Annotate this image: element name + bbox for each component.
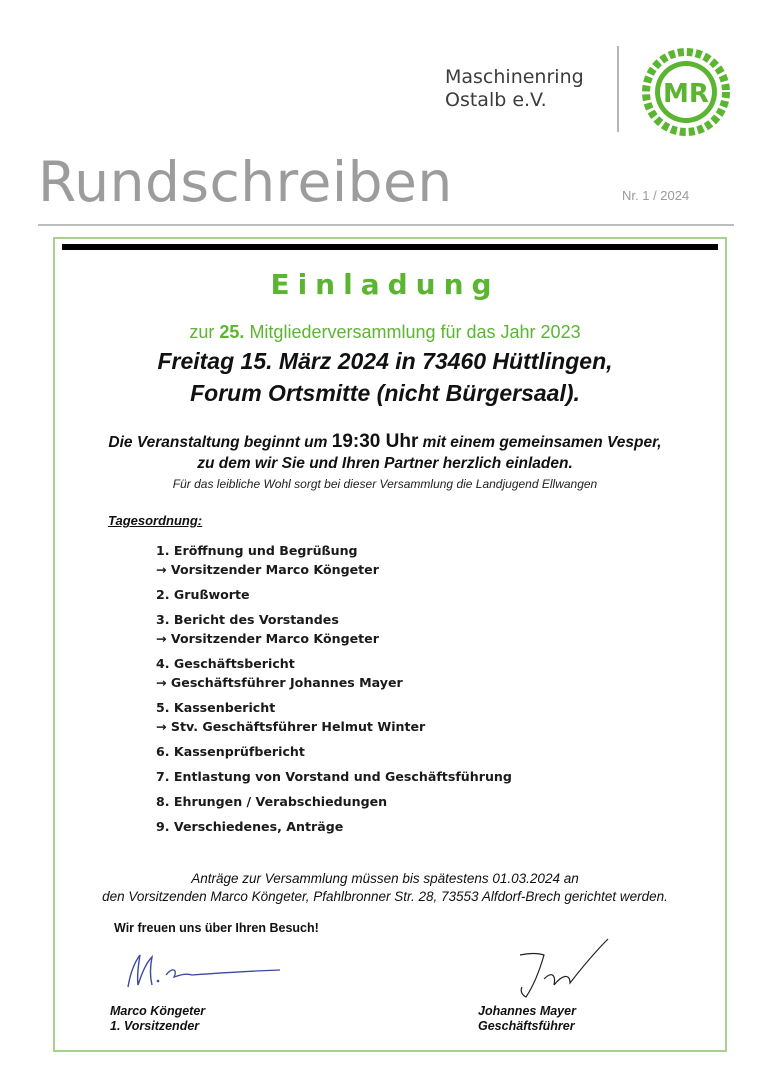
- signatory-2: [478, 1004, 576, 1034]
- agenda-item: [156, 742, 512, 761]
- event-start-suffix: mit einem gemeinsamen Vesper,: [418, 434, 662, 451]
- invitation-subtitle: [0, 322, 770, 343]
- subtitle-prefix: zur: [189, 322, 220, 342]
- signatory-2-name: Johannes Mayer: [478, 1004, 576, 1018]
- organization-name: [445, 66, 584, 112]
- agenda-item-responsible: → Vorsitzender Marco Köngeter: [156, 562, 379, 577]
- signatory-2-role: Geschäftsführer: [478, 1019, 575, 1033]
- agenda-item-label: 5. Kassenbericht: [156, 700, 276, 715]
- agenda-item: [156, 817, 512, 836]
- agenda-item-responsible: → Stv. Geschäftsführer Helmut Winter: [156, 719, 426, 734]
- event-start-prefix: Die Veranstaltung beginnt um: [108, 434, 332, 451]
- deadline-note-line2: den Vorsitzenden Marco Köngeter, Pfahlbronner Str. 28, 73553 Alfdorf-Brech gerichtet werden.: [102, 889, 668, 904]
- agenda-item: [156, 610, 512, 648]
- top-black-bar: [62, 244, 718, 250]
- agenda-item-label: 2. Grußworte: [156, 587, 250, 602]
- agenda-item-label: 1. Eröffnung und Begrüßung: [156, 543, 358, 558]
- agenda-item: [156, 698, 512, 736]
- subtitle-number: 25.: [219, 322, 245, 342]
- agenda-item-label: 3. Bericht des Vorstandes: [156, 612, 339, 627]
- agenda-item-label: 8. Ehrungen / Verabschiedungen: [156, 794, 388, 809]
- agenda-item: [156, 767, 512, 786]
- invitation-heading: Einladung: [270, 268, 500, 301]
- event-date-line2: Forum Ortsmitte (nicht Bürgersaal).: [190, 380, 580, 406]
- agenda-item-label: 4. Geschäftsbericht: [156, 656, 295, 671]
- agenda-item-responsible: → Geschäftsführer Johannes Mayer: [156, 675, 403, 690]
- header-divider: [617, 46, 619, 132]
- agenda-item-label: 6. Kassenprüfbericht: [156, 744, 305, 759]
- agenda-item: [156, 541, 512, 579]
- agenda-item: [156, 792, 512, 811]
- agenda-heading: Tagesordnung:: [108, 513, 203, 528]
- agenda-list: [156, 541, 512, 842]
- org-name-line2: Ostalb e.V.: [445, 89, 547, 111]
- logo-text: MR: [663, 79, 709, 109]
- subtitle-suffix: Mitgliederversammlung für das Jahr 2023: [244, 322, 581, 342]
- agenda-item: [156, 585, 512, 604]
- event-invite-line: zu dem wir Sie und Ihren Partner herzlich einladen.: [197, 455, 573, 472]
- event-time: 19:30 Uhr: [331, 431, 419, 452]
- org-name-line1: Maschinenring: [445, 66, 584, 88]
- signature-marco: [120, 945, 290, 995]
- agenda-item-label: 7. Entlastung von Vorstand und Geschäftsführung: [156, 769, 512, 784]
- signatory-1-role: 1. Vorsitzender: [110, 1019, 200, 1033]
- event-date-line1: Freitag 15. März 2024 in 73460 Hüttlingen,: [157, 348, 613, 374]
- page-title: Rundschreiben: [38, 150, 453, 214]
- title-divider: [38, 224, 734, 226]
- agenda-item-label: 9. Verschiedenes, Anträge: [156, 819, 344, 834]
- mr-logo: [640, 46, 732, 138]
- signature-johannes: [500, 935, 620, 1005]
- closing-text: Wir freuen uns über Ihren Besuch!: [114, 921, 319, 935]
- catering-note: Für das leibliche Wohl sorgt bei dieser Versammlung die Landjugend Ellwangen: [172, 477, 598, 491]
- issue-number: Nr. 1 / 2024: [622, 188, 690, 203]
- signatory-1: [110, 1004, 205, 1034]
- event-start-line: [0, 431, 770, 453]
- agenda-item: [156, 654, 512, 692]
- signatory-1-name: Marco Köngeter: [110, 1004, 206, 1018]
- deadline-note-line1: Anträge zur Versammlung müssen bis spätestens 01.03.2024 an: [191, 871, 579, 886]
- agenda-item-responsible: → Vorsitzender Marco Köngeter: [156, 631, 379, 646]
